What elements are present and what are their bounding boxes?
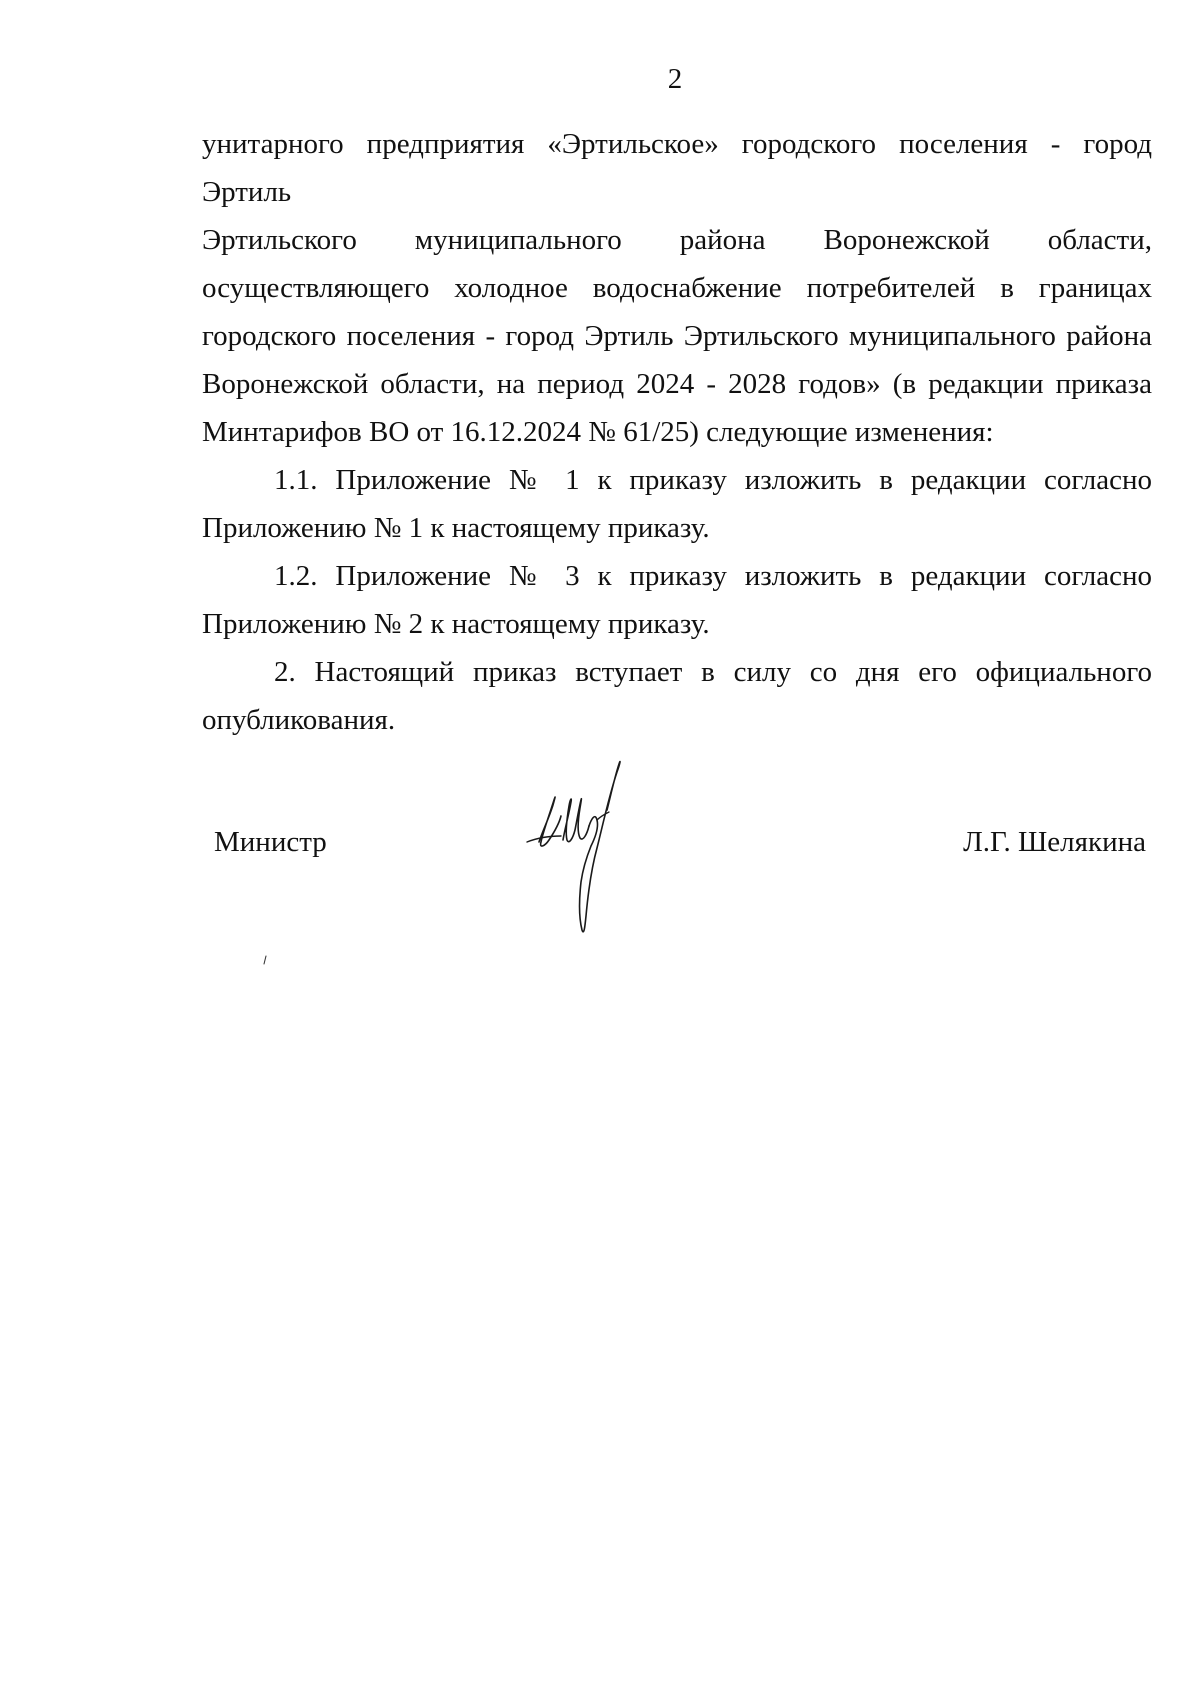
handwritten-signature bbox=[525, 750, 665, 950]
item-2-paragraph: 2. Настоящий приказ вступает в силу со дня его официального опубликования. bbox=[202, 656, 1152, 736]
document-body bbox=[202, 120, 1152, 744]
signatory-name: Л.Г. Шелякина bbox=[963, 826, 1146, 858]
signatory-title: Министр bbox=[214, 826, 327, 858]
text-line: Минтарифов ВО от 16.12.2024 № 61/25) следующие изменения: bbox=[202, 416, 994, 448]
page-number: 2 bbox=[667, 63, 683, 95]
text-line: Воронежской области, на период 2024 - 2028 годов» (в редакции приказа bbox=[202, 368, 1152, 400]
signature-block bbox=[0, 740, 1200, 970]
text-line: городского поселения - город Эртиль Эртильского муниципального района bbox=[202, 320, 1152, 352]
text-line: Эртильского муниципального района Воронежской области, bbox=[202, 224, 1152, 256]
text-line: унитарного предприятия «Эртильское» городского поселения - город Эртиль bbox=[202, 128, 1152, 208]
item-1-1-paragraph: 1.1. Приложение № 1 к приказу изложить в редакции согласно Приложению № 1 к настоящему приказу. bbox=[202, 464, 1152, 544]
text-line: осуществляющего холодное водоснабжение потребителей в границах bbox=[202, 272, 1152, 304]
item-1-2-paragraph: 1.2. Приложение № 3 к приказу изложить в редакции согласно Приложению № 2 к настоящему приказу. bbox=[202, 560, 1152, 640]
stray-ink-mark bbox=[262, 955, 268, 965]
intro-paragraph bbox=[202, 120, 1152, 456]
